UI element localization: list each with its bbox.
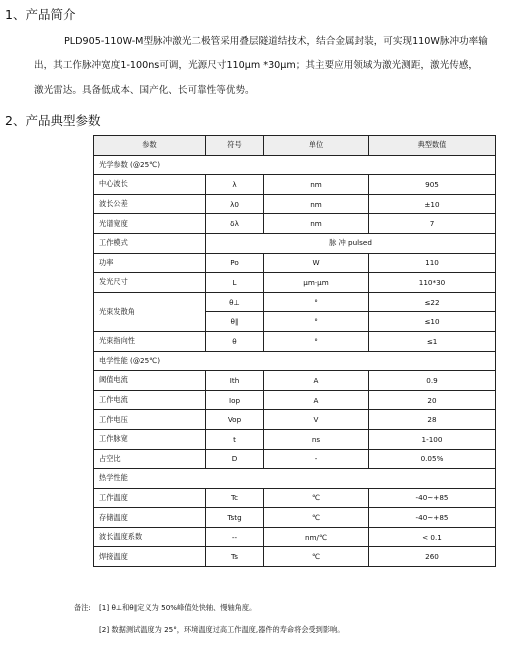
table-header-row	[94, 136, 496, 156]
section-row-thermal: 热学性能	[94, 469, 496, 489]
value-cell: ≤10	[369, 312, 496, 332]
param-cell: 发光尺寸	[94, 273, 206, 293]
symbol-cell: Ith	[206, 371, 264, 391]
table-row	[94, 194, 496, 214]
intro-line: PLD905-110W-M型脉冲激光二极管采用叠层隧道结技术，结合金属封装，可实现110W脉冲功率输	[64, 36, 488, 47]
col-header-param: 参数	[94, 136, 206, 156]
param-cell: 焊接温度	[94, 547, 206, 567]
table-row	[94, 449, 496, 469]
col-header-value: 典型数值	[369, 136, 496, 156]
value-cell: 110	[369, 253, 496, 273]
table-row	[94, 331, 496, 351]
value-cell: 20	[369, 390, 496, 410]
value-cell: 905	[369, 175, 496, 195]
value-cell: 28	[369, 410, 496, 430]
unit-cell: °	[264, 331, 369, 351]
param-cell: 占空比	[94, 449, 206, 469]
unit-cell: W	[264, 253, 369, 273]
symbol-cell: Ts	[206, 547, 264, 567]
param-cell: 工作温度	[94, 488, 206, 508]
table-row	[94, 390, 496, 410]
table-row	[94, 429, 496, 449]
value-cell: ≤22	[369, 292, 496, 312]
unit-cell: ℃	[264, 488, 369, 508]
section-row-electrical: 电学性能 (@25℃)	[94, 351, 496, 371]
param-cell: 光束指向性	[94, 331, 206, 351]
table-row	[94, 371, 496, 391]
value-cell: 0.05%	[369, 449, 496, 469]
value-cell: 1-100	[369, 429, 496, 449]
symbol-cell: δλ	[206, 214, 264, 234]
table-row	[94, 214, 496, 234]
table-row	[94, 410, 496, 430]
unit-cell: nm	[264, 214, 369, 234]
param-cell: 工作电压	[94, 410, 206, 430]
unit-cell: μm·μm	[264, 273, 369, 293]
param-cell: 中心波长	[94, 175, 206, 195]
unit-cell: ℃	[264, 547, 369, 567]
unit-cell: A	[264, 371, 369, 391]
symbol-cell: Po	[206, 253, 264, 273]
section-heading-intro: 1、产品简介	[5, 7, 76, 22]
table-row	[94, 175, 496, 195]
table-row	[94, 488, 496, 508]
symbol-cell: θ∥	[206, 312, 264, 332]
table-row	[94, 273, 496, 293]
unit-cell: V	[264, 410, 369, 430]
table-row	[94, 547, 496, 567]
value-cell: 0.9	[369, 371, 496, 391]
intro-line: 出，其工作脉冲宽度1-100ns可调，光源尺寸110μm *30μm；其主要应用领域为激光测距，激光传感，	[34, 60, 479, 71]
value-cell: 110*30	[369, 273, 496, 293]
param-cell: 功率	[94, 253, 206, 273]
unit-cell: -	[264, 449, 369, 469]
symbol-cell: Vop	[206, 410, 264, 430]
value-cell: < 0.1	[369, 527, 496, 547]
param-cell: 阈值电流	[94, 371, 206, 391]
symbol-cell: t	[206, 429, 264, 449]
param-cell: 工作电流	[94, 390, 206, 410]
symbol-cell: θ⊥	[206, 292, 264, 312]
unit-cell: nm	[264, 175, 369, 195]
value-cell: ≤1	[369, 331, 496, 351]
note-2: [2] 数据测试温度为 25°，环境温度过高工作温度,器件的寿命将会受到影响。	[99, 625, 345, 634]
param-cell: 波长公差	[94, 194, 206, 214]
table-row	[94, 527, 496, 547]
table-row	[94, 292, 496, 312]
param-cell: 存储温度	[94, 508, 206, 528]
col-header-symbol: 符号	[206, 136, 264, 156]
value-cell: -40~+85	[369, 508, 496, 528]
symbol-cell: λ	[206, 175, 264, 195]
param-cell: 波长温度系数	[94, 527, 206, 547]
table-row	[94, 233, 496, 253]
param-cell: 光束发散角	[94, 292, 206, 331]
params-table	[93, 135, 496, 567]
notes-label: 备注:	[74, 603, 91, 612]
param-cell: 光谱宽度	[94, 214, 206, 234]
symbol-cell: --	[206, 527, 264, 547]
unit-cell: A	[264, 390, 369, 410]
unit-cell: °	[264, 292, 369, 312]
value-cell: 7	[369, 214, 496, 234]
value-cell: ±10	[369, 194, 496, 214]
intro-line: 激光雷达。具备低成本、国产化、长可靠性等优势。	[34, 85, 255, 96]
symbol-cell: Tc	[206, 488, 264, 508]
section-heading-params: 2、产品典型参数	[5, 113, 101, 128]
unit-cell: ns	[264, 429, 369, 449]
table-row	[94, 508, 496, 528]
unit-cell: ℃	[264, 508, 369, 528]
col-header-unit: 单位	[264, 136, 369, 156]
table-row	[94, 253, 496, 273]
param-cell: 工作脉宽	[94, 429, 206, 449]
symbol-cell: Tstg	[206, 508, 264, 528]
unit-cell: °	[264, 312, 369, 332]
value-cell: 脉 冲 pulsed	[206, 233, 496, 253]
unit-cell: nm/℃	[264, 527, 369, 547]
section-row-optical: 光学参数 (@25℃)	[94, 155, 496, 175]
value-cell: 260	[369, 547, 496, 567]
value-cell: -40~+85	[369, 488, 496, 508]
param-cell: 工作模式	[94, 233, 206, 253]
symbol-cell: λ0	[206, 194, 264, 214]
symbol-cell: θ	[206, 331, 264, 351]
symbol-cell: Iop	[206, 390, 264, 410]
unit-cell: nm	[264, 194, 369, 214]
symbol-cell: L	[206, 273, 264, 293]
note-1: [1] θ⊥和θ∥定义为 50%峰值处快轴、慢轴角度。	[99, 603, 257, 612]
symbol-cell: D	[206, 449, 264, 469]
